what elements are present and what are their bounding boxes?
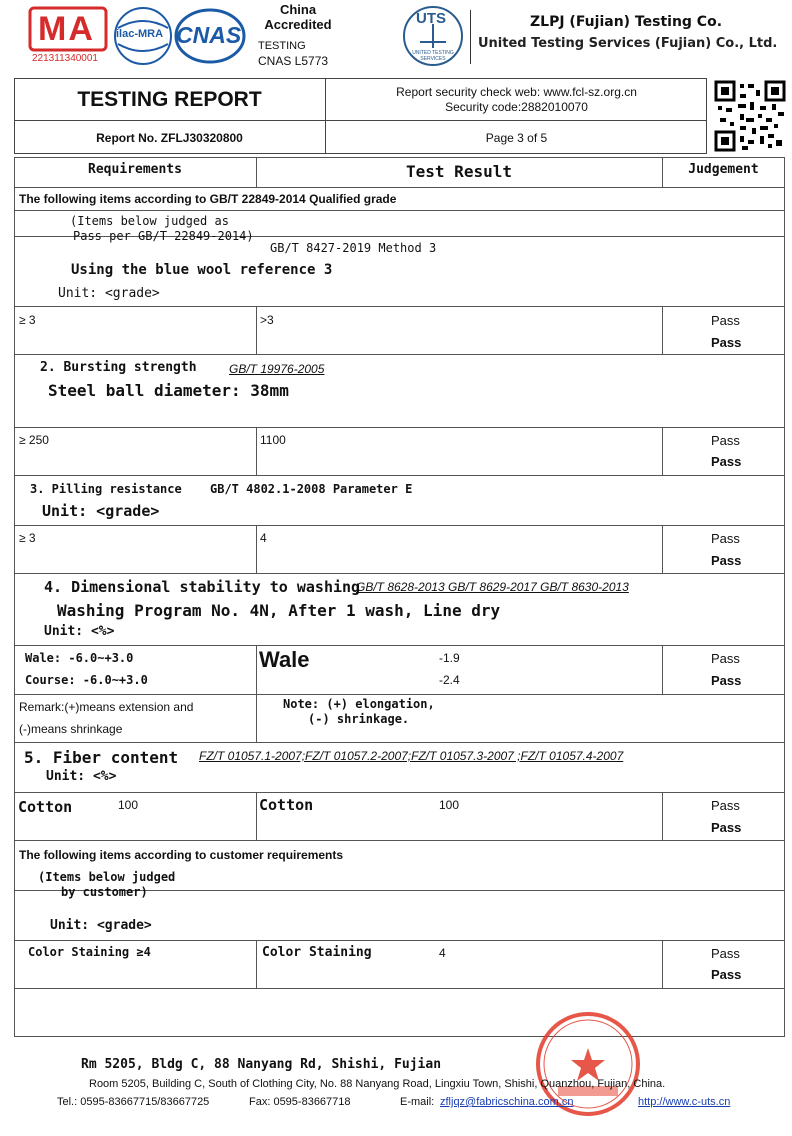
col-line — [256, 525, 257, 573]
cma-number: 221311340001 — [32, 53, 98, 64]
s4-result-label: Wale — [259, 647, 310, 672]
row-line — [14, 940, 785, 941]
row-line — [14, 742, 785, 743]
s5-judgement: Pass — [711, 798, 740, 813]
footer-email-label: E-mail: — [400, 1096, 435, 1108]
col-line — [662, 792, 663, 840]
row-line — [14, 306, 785, 307]
row-line — [14, 427, 785, 428]
col-line — [256, 306, 257, 354]
qr-code — [714, 80, 786, 152]
s5-title: 5. Fiber content — [24, 748, 179, 767]
s4-note-shrinkage: (-) shrinkage. — [308, 712, 410, 726]
s2-judgement-bold: Pass — [711, 454, 742, 469]
s1-method: GB/T 8427-2019 Method 3 — [270, 241, 437, 255]
s5-result-label: Cotton — [259, 796, 314, 814]
footer-website-link[interactable]: http://www.c-uts.cn — [638, 1096, 731, 1108]
s4-note-elongation: Note: (+) elongation, — [283, 697, 435, 711]
customer-unit: Unit: <grade> — [50, 918, 152, 933]
row-line — [14, 840, 785, 841]
header-divider — [470, 10, 471, 64]
row-line — [14, 475, 785, 476]
s3-judgement: Pass — [711, 531, 740, 546]
s1-requirement: ≥ 3 — [19, 313, 36, 327]
s3-requirement: ≥ 3 — [19, 531, 36, 545]
customer-result-label: Color Staining — [262, 945, 372, 960]
s4-title: 4. Dimensional stability to washing — [44, 578, 361, 596]
row-line — [14, 354, 785, 355]
security-web: Report security check web: www.fcl-sz.org.cn — [396, 85, 637, 99]
s5-unit: Unit: <%> — [46, 769, 117, 784]
s4-req-course: Course: -6.0~+3.0 — [25, 673, 148, 687]
s4-remark-2: (-)means shrinkage — [19, 722, 123, 736]
intro-sub-1: (Items below judged as — [70, 214, 229, 228]
title-block-midline — [14, 120, 707, 121]
col-line — [662, 525, 663, 573]
footer-address-full: Room 5205, Building C, South of Clothing City, No. 88 Nanyang Road, Lingxiu Town, Shishi, Quanzhou, Fujian, China. — [89, 1078, 666, 1090]
s4-req-wale: Wale: -6.0~+3.0 — [25, 651, 134, 665]
cnas-logo — [174, 8, 246, 64]
security-code: Security code:2882010070 — [445, 100, 588, 114]
col-line — [256, 645, 257, 742]
row-line — [14, 187, 785, 188]
report-title: TESTING REPORT — [77, 88, 262, 111]
s3-judgement-bold: Pass — [711, 553, 742, 568]
col-line — [662, 645, 663, 694]
s1-unit: Unit: <grade> — [58, 286, 160, 301]
s5-result-value: 100 — [439, 798, 460, 812]
uts-ring-text: UNITED TESTING SERVICES — [412, 50, 454, 62]
col-header-judgement: Judgement — [688, 162, 759, 177]
s5-req-value: 100 — [118, 798, 139, 812]
customer-requirement: Color Staining ≥4 — [28, 945, 151, 959]
footer-fax: Fax: 0595-83667718 — [249, 1096, 351, 1108]
customer-judgement: Pass — [711, 946, 740, 961]
company-name-en: United Testing Services (Fujian) Co., Ltd. — [478, 36, 778, 51]
s5-method: FZ/T 01057.1-2007;FZ/T 01057.2-2007;FZ/T 01057.3-2007 ;FZ/T 01057.4-2007 — [199, 749, 624, 763]
china-accredited: China Accredited — [264, 2, 332, 32]
customer-sub-1: (Items below judged — [38, 870, 176, 884]
ilac-mra-text: ilac-MRA — [116, 28, 164, 40]
page-number: Page 3 of 5 — [485, 131, 548, 145]
s3-unit: Unit: <grade> — [42, 502, 160, 520]
s1-judgement-bold: Pass — [711, 335, 742, 350]
footer-email-link[interactable]: zfljqz@fabricschina.com.cn — [440, 1096, 574, 1108]
customer-sub-2: by customer) — [61, 885, 148, 899]
s4-remark-1: Remark:(+)means extension and — [19, 700, 194, 714]
col-line — [256, 427, 257, 475]
s2-judgement: Pass — [711, 433, 740, 448]
s1-judgement: Pass — [711, 313, 740, 328]
uts-logo-text: UTS — [416, 10, 446, 27]
s4-result-course: -2.4 — [439, 673, 460, 687]
s4-result-wale: -1.9 — [439, 651, 460, 665]
row-line — [14, 525, 785, 526]
row-line — [14, 210, 785, 211]
s2-title: 2. Bursting strength — [40, 360, 197, 375]
s3-result: 4 — [260, 531, 267, 545]
ilac-mra-logo — [112, 6, 174, 66]
customer-intro: The following items according to customer requirements — [19, 848, 344, 862]
testing-label: TESTING — [258, 40, 306, 52]
col-line — [662, 306, 663, 354]
s4-unit: Unit: <%> — [44, 624, 115, 639]
col-line — [256, 940, 257, 988]
customer-judgement-bold: Pass — [711, 967, 742, 982]
customer-result: 4 — [439, 946, 446, 960]
s5-judgement-bold: Pass — [711, 820, 742, 835]
s4-judgement: Pass — [711, 651, 740, 666]
row-line — [14, 988, 785, 989]
uts-logo — [402, 4, 464, 68]
s1-note: Using the blue wool reference 3 — [71, 262, 333, 278]
col-line — [256, 792, 257, 840]
cnas-number: CNAS L5773 — [258, 54, 329, 68]
row-line — [14, 645, 785, 646]
s1-result: >3 — [260, 313, 274, 327]
col-line — [662, 940, 663, 988]
s3-title: 3. Pilling resistance — [30, 482, 182, 496]
col-line — [662, 427, 663, 475]
col-header-test-result: Test Result — [406, 162, 512, 181]
company-name-cn: ZLPJ (Fujian) Testing Co. — [530, 14, 723, 30]
row-line — [14, 792, 785, 793]
s2-note: Steel ball diameter: 38mm — [48, 381, 289, 400]
s3-method: GB/T 4802.1-2008 Parameter E — [210, 482, 413, 496]
cnas-logo-text: CNAS — [176, 22, 242, 48]
row-line — [14, 573, 785, 574]
col-header-requirements: Requirements — [88, 162, 182, 177]
intro-text: The following items according to GB/T 22849-2014 Qualified grade — [19, 192, 397, 206]
report-number: Report No. ZFLJ30320800 — [96, 131, 243, 145]
intro-sub-2: Pass per GB/T 22849-2014) — [73, 229, 254, 243]
s4-note: Washing Program No. 4N, After 1 wash, Line dry — [57, 601, 501, 620]
s2-method: GB/T 19976-2005 — [229, 362, 325, 376]
s5-req-label: Cotton — [18, 798, 73, 816]
s4-method: GB/T 8628-2013 GB/T 8629-2017 GB/T 8630-2013 — [356, 580, 629, 594]
cma-logo — [28, 6, 108, 64]
cma-logo-text: MA — [38, 10, 95, 48]
s4-judgement-bold: Pass — [711, 673, 742, 688]
footer-address-main: Rm 5205, Bldg C, 88 Nanyang Rd, Shishi, Fujian — [81, 1057, 442, 1072]
s2-result: 1100 — [260, 433, 286, 447]
s2-requirement: ≥ 250 — [19, 433, 49, 447]
row-line — [14, 694, 785, 695]
footer-tel: Tel.: 0595-83667715/83667725 — [57, 1096, 210, 1108]
